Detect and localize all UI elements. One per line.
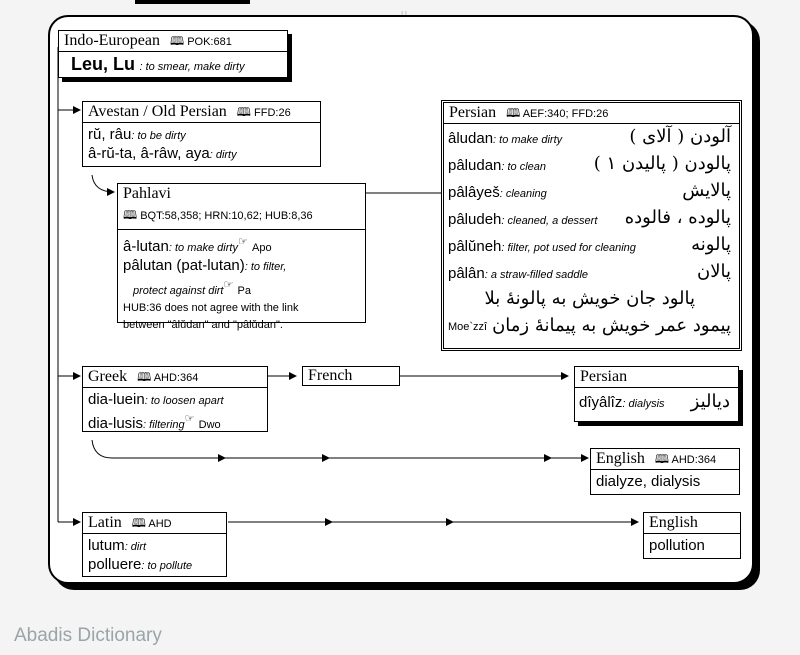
avestan-word-2: â-rŭ-ta, â-râw, aya [88,145,210,162]
avestan-ref: FFD:26 [254,107,291,119]
latin-word-2: polluere [88,556,142,573]
pahlavi-note-1: HUB:36 does not agree with the link [123,302,299,314]
book-icon: 🕮 [236,105,251,119]
greek-word-1: dia-luein [88,391,145,408]
pahlavi-lang: Pahlavi [123,185,171,202]
hand-icon: ☞ [237,235,248,248]
persian-word-fa: پالایش [682,180,731,201]
indo-european-gloss: : to smear, make dirty [139,61,245,73]
greek-word-2: dia-lusis [88,415,144,432]
english-dialyze-lang: English [596,450,645,467]
book-icon: 🕮 [123,208,138,222]
persian-word-fa: پالوده ، فالوده [624,207,731,228]
persian-box [441,100,742,351]
pahlavi-word-1: â-lutan [123,238,169,255]
hand-icon: ☞ [223,278,234,291]
pahlavi-xref-2: Pa [237,285,252,297]
indo-european-ref: POK:681 [187,36,232,48]
hand-icon: ☞ [184,412,195,425]
latin-gloss-1: : dirt [124,541,147,553]
indo-european-lang: Indo-European [64,32,160,49]
greek-english-curve [92,440,112,458]
persian-word: pâlŭneh [448,238,502,255]
mid-arrowhead [446,518,454,526]
pahlavi-note-2: between "âlŭdan" and "pâlŭdan". [123,319,283,331]
french-lang: French [308,367,353,384]
avestan-gloss-2: : dirty [209,149,237,161]
persian-dialysis-gloss: : dialysis [622,398,665,410]
avestan-box [82,101,321,167]
indo-european-box [58,30,288,78]
avestan-lang: Avestan / Old Persian [88,103,227,120]
book-icon: 🕮 [131,516,146,530]
persian-word-fa: آلودن ( آلای ) [629,126,731,147]
persian-ref: AEF:340; FFD:26 [522,108,609,120]
pahlavi-gloss-1: : to make dirty [168,242,238,254]
pahlavi-box [117,183,366,331]
persian-word-gloss: : cleaning [499,188,547,200]
persian-word-gloss: : filter, pot used for cleaning [501,242,636,254]
latin-gloss-2: : to pollute [141,560,193,572]
pahlavi-xref-1: Apo [252,242,272,254]
arrow-to-pahlavi [92,175,114,192]
latin-word-1: lutum [88,537,125,554]
indo-european-root: Leu, Lu [71,54,135,74]
book-icon: 🕮 [654,452,670,466]
persian-word-fa: پالان [697,261,731,282]
persian-quote-row-2 [444,315,739,342]
persian-word-fa: پالودن ( پالیدن ۱ ) [593,153,731,174]
persian-dialysis-fa: دیالیز [690,391,730,412]
persian-quote-2: پیمود عمر خویش به پیمانهٔ زمان [492,315,731,336]
persian-lang: Persian [449,104,497,121]
persian-word-row [444,126,739,153]
greek-lang: Greek [88,368,128,385]
persian-word-fa: پالونه [691,234,731,255]
persian-word: pâludan [448,157,502,174]
greek-gloss-1: : to loosen apart [144,395,224,407]
persian-word: pâlân [448,265,485,282]
persian-word-gloss: : a straw-filled saddle [484,269,589,281]
english-pollution-word: pollution [649,537,705,554]
persian-word-list [444,124,739,288]
greek-ref: AHD:364 [153,372,199,384]
footer-brand[interactable]: Abadis Dictionary [14,625,162,646]
pahlavi-refs: BQT:58,358; HRN:10,62; HUB:8,36 [140,210,313,222]
persian-word-row [444,180,739,207]
persian-word-row [444,234,739,261]
book-icon: 🕮 [169,34,185,48]
mid-arrowhead [544,454,552,462]
persian-quote-author: Moe`zzî [448,321,488,333]
persian-word: pâlâyeš [448,184,500,201]
persian-word-row [444,207,739,234]
french-box [302,366,400,386]
pahlavi-word-2: pâlutan (pat-lutan) [123,257,245,274]
pahlavi-gloss-2: : to filter, [244,261,287,273]
mid-arrowhead [218,454,226,462]
persian-word: âludan [448,130,494,147]
english-pollution-box [643,512,741,559]
english-dialyze-box [590,448,740,495]
greek-gloss-2: : filtering [143,419,185,431]
persian-quote-row-1 [444,288,739,315]
english-pollution-lang: English [649,514,698,531]
persian-dialysis-lang: Persian [580,368,628,385]
greek-box [82,366,268,432]
avestan-word-1: rŭ, râu [88,126,132,143]
book-icon: 🕮 [137,370,152,384]
english-dialyze-ref: AHD:364 [671,454,717,466]
latin-ref: AHD [148,518,172,530]
persian-dialysis-word: dîyâlîz [579,394,623,411]
latin-lang: Latin [88,514,122,531]
book-icon: 🕮 [506,106,521,120]
persian-dialysis-box [574,366,739,422]
persian-word-row [444,153,739,180]
persian-word-gloss: : cleaned, a dessert [501,215,598,227]
persian-word-gloss: : to clean [501,161,547,173]
persian-quote-1: پالود جان خویش به پالونهٔ بلا [484,288,695,309]
persian-word-gloss: : to make dirty [493,134,563,146]
greek-xref-2: Dwo [198,419,221,431]
latin-box [82,512,227,577]
pahlavi-gloss-2b: protect against dirt [133,285,224,297]
persian-word: pâludeh [448,211,502,228]
mid-arrowhead [322,454,330,462]
mid-arrowhead [325,518,333,526]
avestan-gloss-1: : to be dirty [131,130,186,142]
persian-word-row [444,261,739,288]
english-dialyze-word: dialyze, dialysis [596,473,701,490]
